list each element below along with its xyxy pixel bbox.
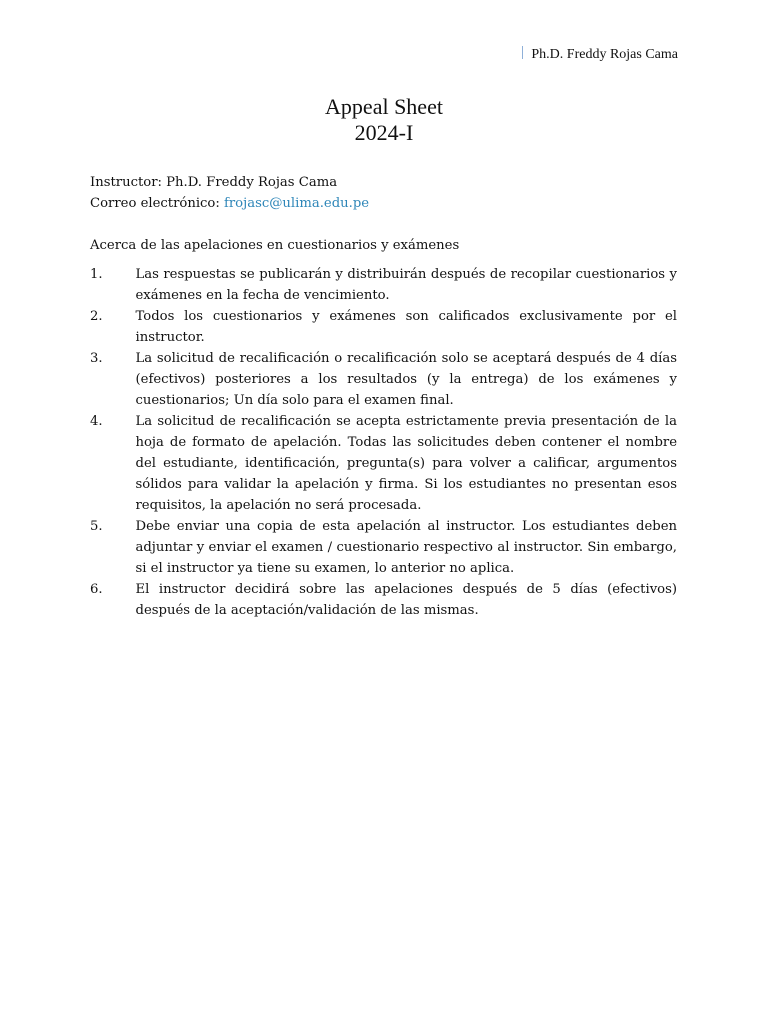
contact-info [90, 172, 680, 214]
rule-number: 5. [90, 519, 103, 534]
running-header [522, 46, 678, 64]
rule-text: La solicitud de recalificación o recalificación solo se aceptará después de 4 días (efectivos) posteriores a los resultados (y la entrega) de los exámenes y cuestionarios; Un día solo para el examen final. [135, 351, 677, 408]
rule-number: 4. [90, 414, 103, 429]
rule-number: 2. [90, 309, 103, 324]
email-label: Correo electrónico: [90, 196, 224, 211]
header-divider [522, 46, 523, 59]
email-line [90, 193, 680, 214]
rule-text: El instructor decidirá sobre las apelaciones después de 5 días (efectivos) después de la aceptación/validación de las mismas. [135, 582, 677, 618]
instructor-line [90, 172, 680, 193]
rule-item [90, 264, 677, 306]
section-heading: Acerca de las apelaciones en cuestionarios y exámenes [90, 238, 460, 253]
instructor-label: Instructor: [90, 175, 167, 190]
rule-number: 3. [90, 351, 103, 366]
rule-text: La solicitud de recalificación se acepta estrictamente previa presentación de la hoja de formato de apelación. Todas las solicitudes deben contener el nombre del estudiante, identificación, pregunta(s) para volver a calificar, argumentos sólidos para validar la apelación y firma. Si los estudiantes no presentan esos requisitos, la apelación no será procesada. [135, 414, 677, 513]
document-title [0, 94, 768, 146]
title-line-1: Appeal Sheet [325, 94, 443, 119]
rule-number: 1. [90, 267, 103, 282]
rule-item [90, 579, 677, 621]
rule-text: Todos los cuestionarios y exámenes son calificados exclusivamente por el instructor. [135, 309, 677, 345]
running-header-text: Ph.D. Freddy Rojas Cama [531, 47, 678, 62]
title-line-2: 2024-I [354, 120, 414, 145]
rule-item [90, 516, 677, 579]
email-link[interactable]: frojasc@ulima.edu.pe [224, 196, 370, 211]
rule-number: 6. [90, 582, 103, 597]
rules-list [90, 264, 677, 621]
rule-item [90, 411, 677, 516]
rule-text: Debe enviar una copia de esta apelación al instructor. Los estudiantes deben adjuntar y enviar el examen / cuestionario respectivo al instructor. Sin embargo, si el instructor ya tiene su examen, lo anterior no aplica. [135, 519, 677, 576]
rule-item [90, 348, 677, 411]
instructor-name: Ph.D. Freddy Rojas Cama [166, 175, 338, 190]
rule-item [90, 306, 677, 348]
rule-text: Las respuestas se publicarán y distribuirán después de recopilar cuestionarios y exámenes en la fecha de vencimiento. [135, 267, 677, 303]
